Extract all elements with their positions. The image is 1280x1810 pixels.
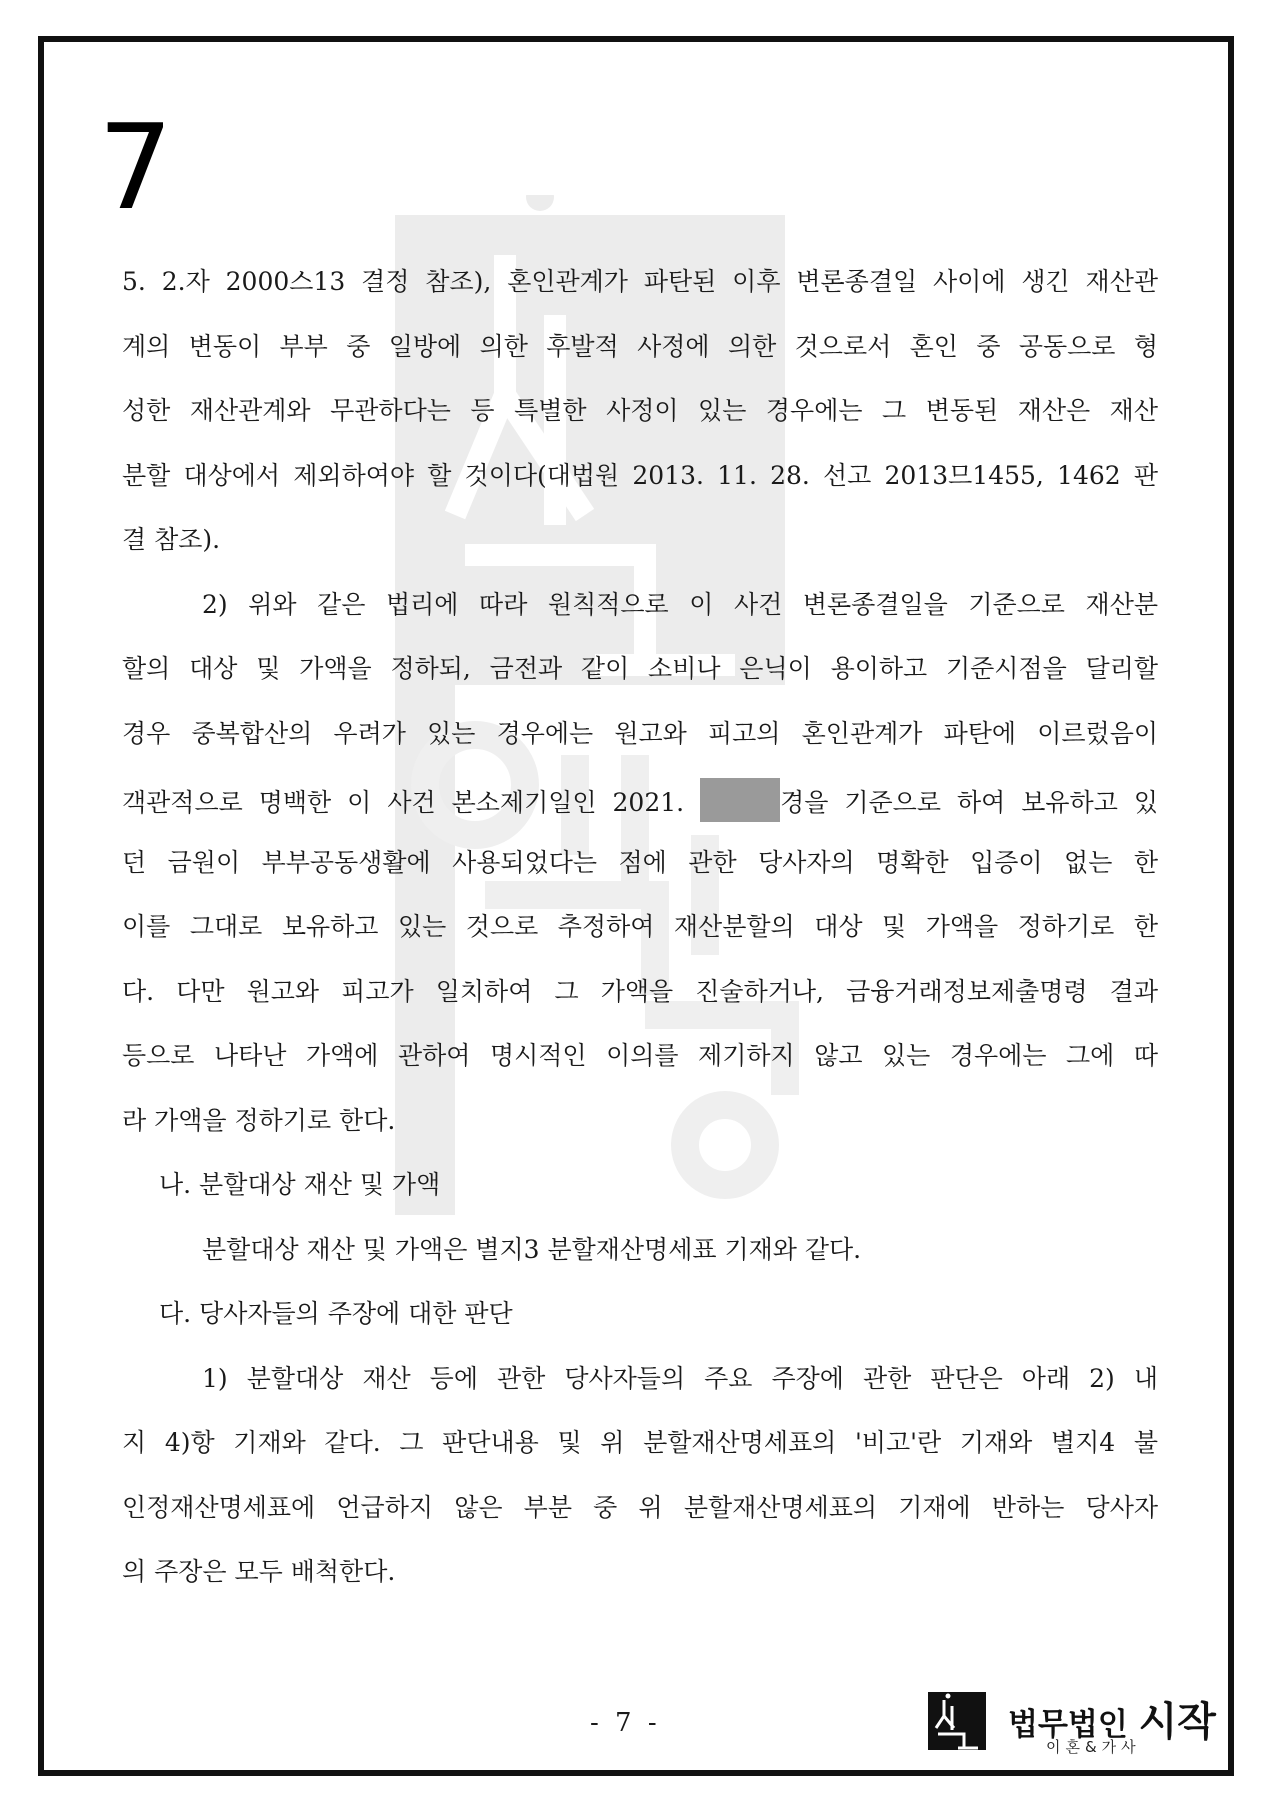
section-heading-na: 나. 분할대상 재산 및 가액 [159,1170,441,1199]
body-line-5: 결 참조). [122,525,221,554]
body-line-21: 의 주장은 모두 배척한다. [122,1557,396,1586]
body-line-13: 등으로 나타난 가액에 관하여 명시적인 이의를 제기하지 않고 있는 경우에는 그에 따 [122,1041,1158,1070]
section-heading-da: 다. 당사자들의 주장에 대한 판단 [159,1299,513,1328]
body-line-20: 인정재산명세표에 언급하지 않은 부분 중 위 분할재산명세표의 기재에 반하는 당사자 [122,1492,1158,1522]
document-body [122,262,1158,1617]
firm-name-main: 시작 [1138,1699,1216,1745]
body-line-18: 1) 분할대상 재산 등에 관한 당사자들의 주요 주장에 관한 판단은 아래 2) 내 [202,1363,1158,1393]
redaction-block [700,778,780,822]
body-line-19: 지 4)항 기재와 같다. 그 판단내용 및 위 분할재산명세표의 '비고'란 기재와 별지4 불 [122,1428,1158,1457]
body-line-14: 라 가액을 정하기로 한다. [122,1105,396,1135]
body-line-4: 분할 대상에서 제외하여야 할 것이다(대법원 2013. 11. 28. 선고 2013므1455, 1462 판 [122,460,1158,490]
firm-logo [928,1690,1216,1760]
body-line-8: 경우 중복합산의 우려가 있는 경우에는 원고와 피고의 혼인관계가 파탄에 이르렀음이 [122,718,1158,748]
body-line-9-end: 경을 기준으로 하여 보유하고 있 [780,788,1158,817]
page-number-heading: 7 [98,98,174,236]
body-line-9 [122,778,1158,843]
firm-logo-icon [928,1692,986,1750]
body-line-3: 성한 재산관계와 무관하다는 등 특별한 사정이 있는 경우에는 그 변동된 재산은 재산 [122,396,1158,425]
firm-tagline: 이혼&가사 [1046,1738,1141,1756]
body-line-2: 계의 변동이 부부 중 일방에 의한 후발적 사정에 의한 것으로서 혼인 중 공동으로 형 [122,331,1158,361]
body-line-6: 2) 위와 같은 법리에 따라 원칙적으로 이 사건 변론종결일을 기준으로 재산분 [202,589,1158,619]
body-line-7: 할의 대상 및 가액을 정하되, 금전과 같이 소비나 은닉이 용이하고 기준시점을 달리할 [122,654,1158,683]
body-line-1: 5. 2.자 2000스13 결정 참조), 혼인관계가 파탄된 이후 변론종결일 사이에 생긴 재산관 [122,267,1158,296]
body-line-12: 다. 다만 원고와 피고가 일치하여 그 가액을 진술하거나, 금융거래정보제출명령 결과 [122,976,1158,1006]
body-line-10: 던 금원이 부부공동생활에 사용되었다는 점에 관한 당사자의 명확한 입증이 없는 한 [122,847,1158,877]
body-line-9-start: 객관적으로 명백한 이 사건 본소제기일인 2021. [122,788,685,817]
body-line-16: 분할대상 재산 및 가액은 별지3 분할재산명세표 기재와 같다. [202,1234,862,1264]
firm-name-prefix: 법무법인 [1008,1707,1128,1743]
footer-page-number: - 7 - [590,1708,661,1738]
body-line-11: 이를 그대로 보유하고 있는 것으로 추정하여 재산분할의 대상 및 가액을 정하기로 한 [122,912,1158,941]
